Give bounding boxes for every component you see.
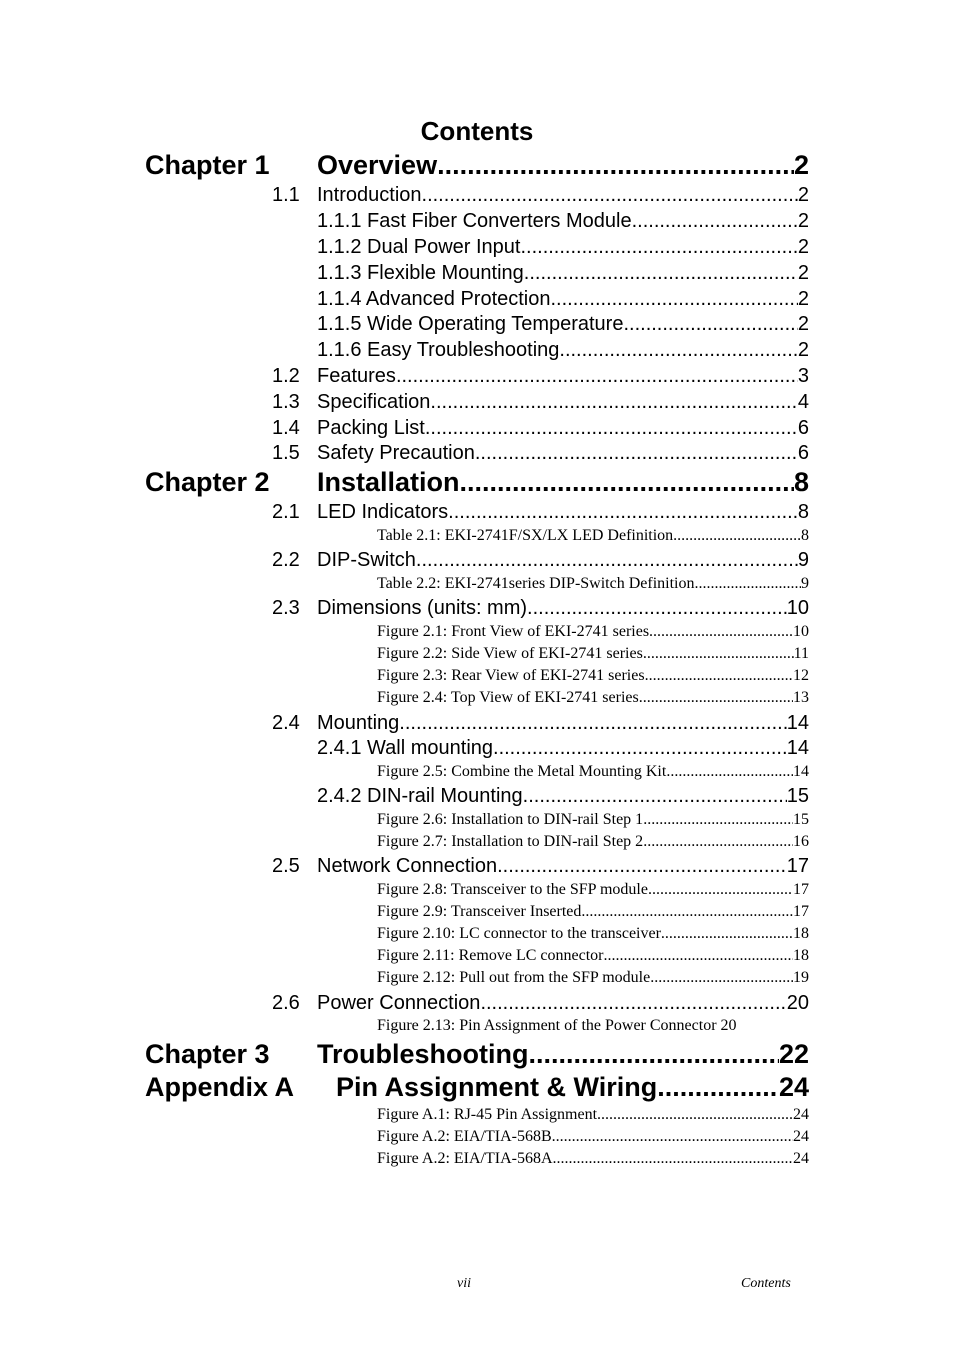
- toc-entry[interactable]: Safety Precaution ..... 6: [317, 442, 809, 465]
- section-number: 2.2: [272, 549, 300, 571]
- dot-leader: [480, 992, 786, 1015]
- toc-entry[interactable]: 2.4.2 DIN-rail Mounting ..... 15: [317, 785, 809, 808]
- dot-leader: [527, 597, 787, 620]
- dot-leader: [528, 1039, 778, 1070]
- dot-leader: [552, 1128, 793, 1146]
- section-number: 1.3: [272, 391, 300, 413]
- dot-leader: [399, 712, 786, 735]
- toc-entry[interactable]: LED Indicators ..... 8: [317, 501, 809, 524]
- dot-leader: [673, 527, 801, 545]
- dot-leader: [460, 467, 794, 498]
- dot-leader: [520, 236, 797, 259]
- footer-section: Contents: [741, 1276, 791, 1291]
- toc-entry[interactable]: Mounting ..... 14: [317, 712, 809, 735]
- dot-leader: [581, 903, 793, 921]
- section-number: 1.2: [272, 365, 300, 387]
- dot-leader: [437, 150, 794, 181]
- dot-leader: [559, 339, 797, 362]
- dot-leader: [632, 210, 798, 233]
- toc-figure-entry[interactable]: Figure 2.4: Top View of EKI-2741 series ..... 13: [377, 689, 809, 707]
- footer-page-number: vii: [457, 1276, 471, 1291]
- toc-figure-entry[interactable]: Figure A.1: RJ-45 Pin Assignment ..... 24: [377, 1106, 809, 1124]
- section-number: 1.4: [272, 417, 300, 439]
- toc-entry[interactable]: 1.1.1 Fast Fiber Converters Module ..... 2: [317, 210, 809, 233]
- toc-entry[interactable]: DIP-Switch ..... 9: [317, 549, 809, 572]
- dot-leader: [524, 262, 798, 285]
- toc-chapter-entry[interactable]: Pin Assignment & Wiring ..... 24: [336, 1072, 809, 1103]
- dot-leader: [422, 184, 798, 207]
- dot-leader: [643, 833, 793, 851]
- dot-leader: [648, 881, 793, 899]
- chapter-label: Chapter 1: [145, 150, 270, 180]
- toc-entry[interactable]: Introduction ..... 2: [317, 184, 809, 207]
- toc-entry[interactable]: 2.4.1 Wall mounting ..... 14: [317, 737, 809, 760]
- toc-chapter-entry[interactable]: Installation ..... 8: [317, 467, 809, 498]
- toc-entry[interactable]: Features ..... 3: [317, 365, 809, 388]
- toc-figure-entry[interactable]: Figure 2.2: Side View of EKI-2741 series ..... 11: [377, 645, 809, 663]
- toc-figure-entry[interactable]: Figure 2.12: Pull out from the SFP module ..... 19: [377, 969, 809, 987]
- dot-leader: [603, 947, 793, 965]
- toc-entry[interactable]: 1.1.6 Easy Troubleshooting ..... 2: [317, 339, 809, 362]
- chapter-label: Appendix A: [145, 1072, 295, 1102]
- dot-leader: [553, 1150, 793, 1168]
- chapter-label: Chapter 2: [145, 467, 270, 497]
- dot-leader: [430, 391, 797, 414]
- toc-entry[interactable]: Power Connection ..... 20: [317, 992, 809, 1015]
- toc-figure-entry[interactable]: Figure 2.6: Installation to DIN-rail Step 1 ..... 15: [377, 811, 809, 829]
- dot-leader: [396, 365, 798, 388]
- dot-leader: [497, 855, 787, 878]
- dot-leader: [657, 1072, 779, 1103]
- section-number: 1.1: [272, 184, 300, 206]
- toc-figure-entry[interactable]: Figure 2.7: Installation to DIN-rail Step 2 ..... 16: [377, 833, 809, 851]
- dot-leader: [597, 1106, 793, 1124]
- toc-figure-entry[interactable]: Figure 2.5: Combine the Metal Mounting Kit ..... 14: [377, 763, 809, 781]
- toc-figure-entry[interactable]: Figure 2.1: Front View of EKI-2741 series ..... 10: [377, 623, 809, 641]
- dot-leader: [493, 737, 787, 760]
- dot-leader: [661, 925, 793, 943]
- dot-leader: [623, 313, 797, 336]
- section-number: 2.5: [272, 855, 300, 877]
- toc-entry[interactable]: Packing List ..... 6: [317, 417, 809, 440]
- dot-leader: [551, 288, 798, 311]
- dot-leader: [694, 575, 801, 593]
- dot-leader: [649, 623, 793, 641]
- dot-leader: [666, 763, 793, 781]
- toc-chapter-entry[interactable]: Overview ..... 2: [317, 150, 809, 181]
- chapter-label: Chapter 3: [145, 1039, 270, 1069]
- dot-leader: [639, 689, 793, 707]
- dot-leader: [650, 969, 793, 987]
- toc-entry[interactable]: Network Connection ..... 17: [317, 855, 809, 878]
- dot-leader: [448, 501, 798, 524]
- toc-figure-entry[interactable]: Figure 2.10: LC connector to the transceiver ..... 18: [377, 925, 809, 943]
- toc-figure-entry[interactable]: Figure A.2: EIA/TIA-568B ..... 24: [377, 1128, 809, 1146]
- dot-leader: [475, 442, 798, 465]
- dot-leader: [643, 645, 794, 663]
- dot-leader: [643, 811, 793, 829]
- toc-entry[interactable]: Dimensions (units: mm) ..... 10: [317, 597, 809, 620]
- section-number: 2.1: [272, 501, 300, 523]
- toc-figure-entry[interactable]: Table 2.2: EKI-2741series DIP-Switch Definition ..... 9: [377, 575, 809, 593]
- toc-entry[interactable]: 1.1.3 Flexible Mounting ..... 2: [317, 262, 809, 285]
- toc-chapter-entry[interactable]: Troubleshooting ..... 22: [317, 1039, 809, 1070]
- dot-leader: [416, 549, 798, 572]
- toc-figure-entry[interactable]: Table 2.1: EKI-2741F/SX/LX LED Definition ..... 8: [377, 527, 809, 545]
- toc-entry[interactable]: 1.1.2 Dual Power Input ..... 2: [317, 236, 809, 259]
- section-number: 2.6: [272, 992, 300, 1014]
- page-title: Contents: [420, 116, 534, 146]
- toc-figure-entry[interactable]: Figure 2.13: Pin Assignment of the Power Connector 20: [377, 1017, 737, 1034]
- toc-figure-entry[interactable]: Figure 2.9: Transceiver Inserted ..... 17: [377, 903, 809, 921]
- dot-leader: [645, 667, 793, 685]
- section-number: 1.5: [272, 442, 300, 464]
- toc-entry[interactable]: Specification ..... 4: [317, 391, 809, 414]
- toc-entry[interactable]: 1.1.5 Wide Operating Temperature ..... 2: [317, 313, 809, 336]
- section-number: 2.4: [272, 712, 300, 734]
- dot-leader: [523, 785, 787, 808]
- toc-figure-entry[interactable]: Figure A.2: EIA/TIA-568A ..... 24: [377, 1150, 809, 1168]
- toc-entry[interactable]: 1.1.4 Advanced Protection ..... 2: [317, 288, 809, 311]
- toc-figure-entry[interactable]: Figure 2.3: Rear View of EKI-2741 series ..... 12: [377, 667, 809, 685]
- section-number: 2.3: [272, 597, 300, 619]
- toc-figure-entry[interactable]: Figure 2.8: Transceiver to the SFP module ..... 17: [377, 881, 809, 899]
- toc-figure-entry[interactable]: Figure 2.11: Remove LC connector ..... 18: [377, 947, 809, 965]
- dot-leader: [425, 417, 798, 440]
